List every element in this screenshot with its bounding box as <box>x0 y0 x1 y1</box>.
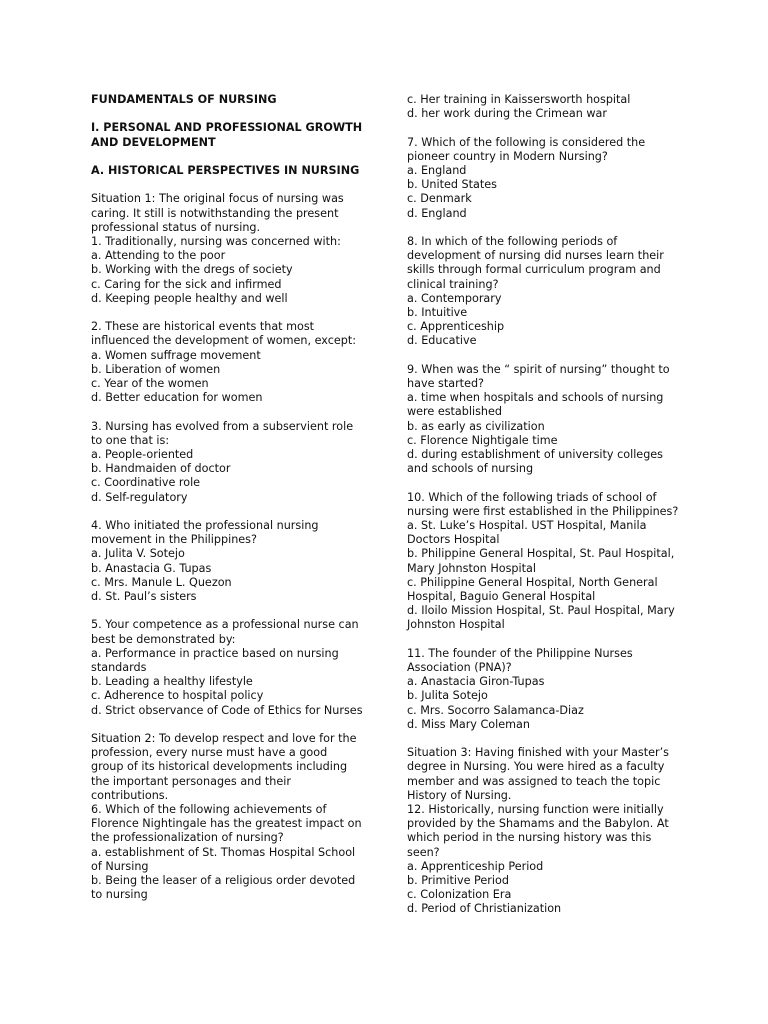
question-6-choice-c: c. Her training in Kaissersworth hospital <box>407 93 631 106</box>
question-9 <box>407 363 679 477</box>
left-column <box>91 93 363 902</box>
question-8-stem: 8. In which of the following periods of development of nursing did nurses learn their skills through formal curriculum program and clinical training? <box>407 235 664 291</box>
question-6-choice-a: a. establishment of St. Thomas Hospital School of Nursing <box>91 845 356 873</box>
question-2 <box>91 320 363 405</box>
question-12-choice-c: c. Colonization Era <box>407 888 512 902</box>
question-11-choice-b: b. Julita Sotejo <box>407 689 488 703</box>
question-2-choice-d: d. Better education for women <box>91 391 263 405</box>
question-9-choice-d: d. during establishment of university colleges and schools of nursing <box>407 448 664 476</box>
question-6-stem: 6. Which of the following achievements of Florence Nightingale has the greatest impact on the professionalization of nursing? <box>91 803 362 845</box>
question-5-choice-b: b. Leading a healthy lifestyle <box>91 675 253 689</box>
question-12-stem: 12. Historically, nursing function were initially provided by the Shamams and the Babylon. At which period in the nursing history was this seen? <box>407 803 669 859</box>
situation-3-text: Situation 3: Having finished with your Master’s degree in Nursing. You were hired as a faculty member and was assigned to teach the topic History of Nursing. <box>407 746 670 802</box>
question-11-choice-c: c. Mrs. Socorro Salamanca-Diaz <box>407 703 584 717</box>
question-3 <box>91 420 363 505</box>
question-9-choice-a: a. time when hospitals and schools of nursing were established <box>407 391 664 419</box>
question-1-choice-b: b. Working with the dregs of society <box>91 263 293 277</box>
question-4-choice-c: c. Mrs. Manule L. Quezon <box>91 575 232 589</box>
question-6-choice-d: d. her work during the Crimean war <box>407 107 607 121</box>
question-8-choice-b: b. Intuitive <box>407 306 468 320</box>
question-1-choice-c: c. Caring for the sick and infirmed <box>91 277 282 291</box>
section-heading: I. PERSONAL AND PROFESSIONAL GROWTH AND DEVELOPMENT <box>91 121 363 149</box>
question-7 <box>407 136 679 221</box>
question-3-choice-b: b. Handmaiden of doctor <box>91 462 231 476</box>
question-4-stem: 4. Who initiated the professional nursing movement in the Philippines? <box>91 519 319 547</box>
question-5 <box>91 618 363 717</box>
question-6-choice-b: b. Being the leaser of a religious order devoted to nursing <box>91 874 356 902</box>
question-1-choice-d: d. Keeping people healthy and well <box>91 291 288 305</box>
question-6-continued <box>407 93 679 121</box>
question-12-choice-d: d. Period of Christianization <box>407 902 562 916</box>
question-1-stem: 1. Traditionally, nursing was concerned with: <box>91 234 341 248</box>
question-8-choice-c: c. Apprenticeship <box>407 320 505 334</box>
question-3-choice-d: d. Self-regulatory <box>91 490 188 504</box>
question-3-choice-c: c. Coordinative role <box>91 476 201 490</box>
question-9-choice-b: b. as early as civilization <box>407 419 545 433</box>
question-10-choice-b: b. Philippine General Hospital, St. Paul Hospital, Mary Johnston Hospital <box>407 547 675 575</box>
subsection-heading: A. HISTORICAL PERSPECTIVES IN NURSING <box>91 163 360 177</box>
question-3-choice-a: a. People-oriented <box>91 448 194 461</box>
situation-3-block <box>407 746 679 916</box>
question-7-choice-c: c. Denmark <box>407 192 472 206</box>
question-10-choice-a: a. St. Luke’s Hospital. UST Hospital, Manila Doctors Hospital <box>407 519 647 547</box>
question-11 <box>407 647 679 732</box>
question-10 <box>407 491 679 633</box>
document-title: FUNDAMENTALS OF NURSING <box>91 93 277 106</box>
question-11-stem: 11. The founder of the Philippine Nurses Association (PNA)? <box>407 646 633 675</box>
question-11-choice-a: a. Anastacia Giron-Tupas <box>407 675 545 689</box>
situation-1-block <box>91 192 363 306</box>
situation-1-text: Situation 1: The original focus of nursing was caring. It still is notwithstanding the present professional status of nursing. <box>91 192 344 234</box>
question-7-choice-b: b. United States <box>407 178 497 192</box>
question-4-choice-a: a. Julita V. Sotejo <box>91 547 185 561</box>
question-12-choice-b: b. Primitive Period <box>407 874 509 888</box>
question-7-choice-a: a. England <box>407 164 467 177</box>
question-2-choice-c: c. Year of the women <box>91 377 209 390</box>
question-8 <box>407 235 679 349</box>
right-column <box>407 93 679 917</box>
question-9-stem: 9. When was the “ spirit of nursing” thought to have started? <box>407 362 670 391</box>
situation-2-text: Situation 2: To develop respect and love for the profession, every nurse must have a good group of its historical developments including the important personages and their contributions. <box>91 732 357 802</box>
question-4-choice-b: b. Anastacia G. Tupas <box>91 561 212 575</box>
question-11-choice-d: d. Miss Mary Coleman <box>407 717 530 731</box>
situation-2-block <box>91 732 363 902</box>
question-4 <box>91 519 363 604</box>
question-5-choice-a: a. Performance in practice based on nursing standards <box>91 646 339 675</box>
question-10-choice-c: c. Philippine General Hospital, North General Hospital, Baguio General Hospital <box>407 575 658 604</box>
question-10-choice-d: d. Iloilo Mission Hospital, St. Paul Hospital, Mary Johnston Hospital <box>407 604 675 632</box>
question-3-stem: 3. Nursing has evolved from a subservient role to one that is: <box>91 419 354 447</box>
question-10-stem: 10. Which of the following triads of school of nursing were first established in the Philippines? <box>407 490 679 518</box>
question-5-stem: 5. Your competence as a professional nurse can best be demonstrated by: <box>91 618 359 646</box>
question-5-choice-d: d. Strict observance of Code of Ethics for Nurses <box>91 703 363 717</box>
question-12-choice-a: a. Apprenticeship Period <box>407 859 544 873</box>
question-8-choice-a: a. Contemporary <box>407 291 502 305</box>
question-5-choice-c: c. Adherence to hospital policy <box>91 689 264 703</box>
question-9-choice-c: c. Florence Nightigale time <box>407 433 558 447</box>
question-7-choice-d: d. England <box>407 206 467 220</box>
question-1-choice-a: a. Attending to the poor <box>91 249 226 263</box>
question-7-stem: 7. Which of the following is considered the pioneer country in Modern Nursing? <box>407 135 646 163</box>
question-2-choice-a: a. Women suffrage movement <box>91 348 261 362</box>
question-2-choice-b: b. Liberation of women <box>91 362 221 376</box>
question-4-choice-d: d. St. Paul’s sisters <box>91 590 197 604</box>
question-2-stem: 2. These are historical events that most influenced the development of women, except: <box>91 320 356 348</box>
question-8-choice-d: d. Educative <box>407 334 477 348</box>
